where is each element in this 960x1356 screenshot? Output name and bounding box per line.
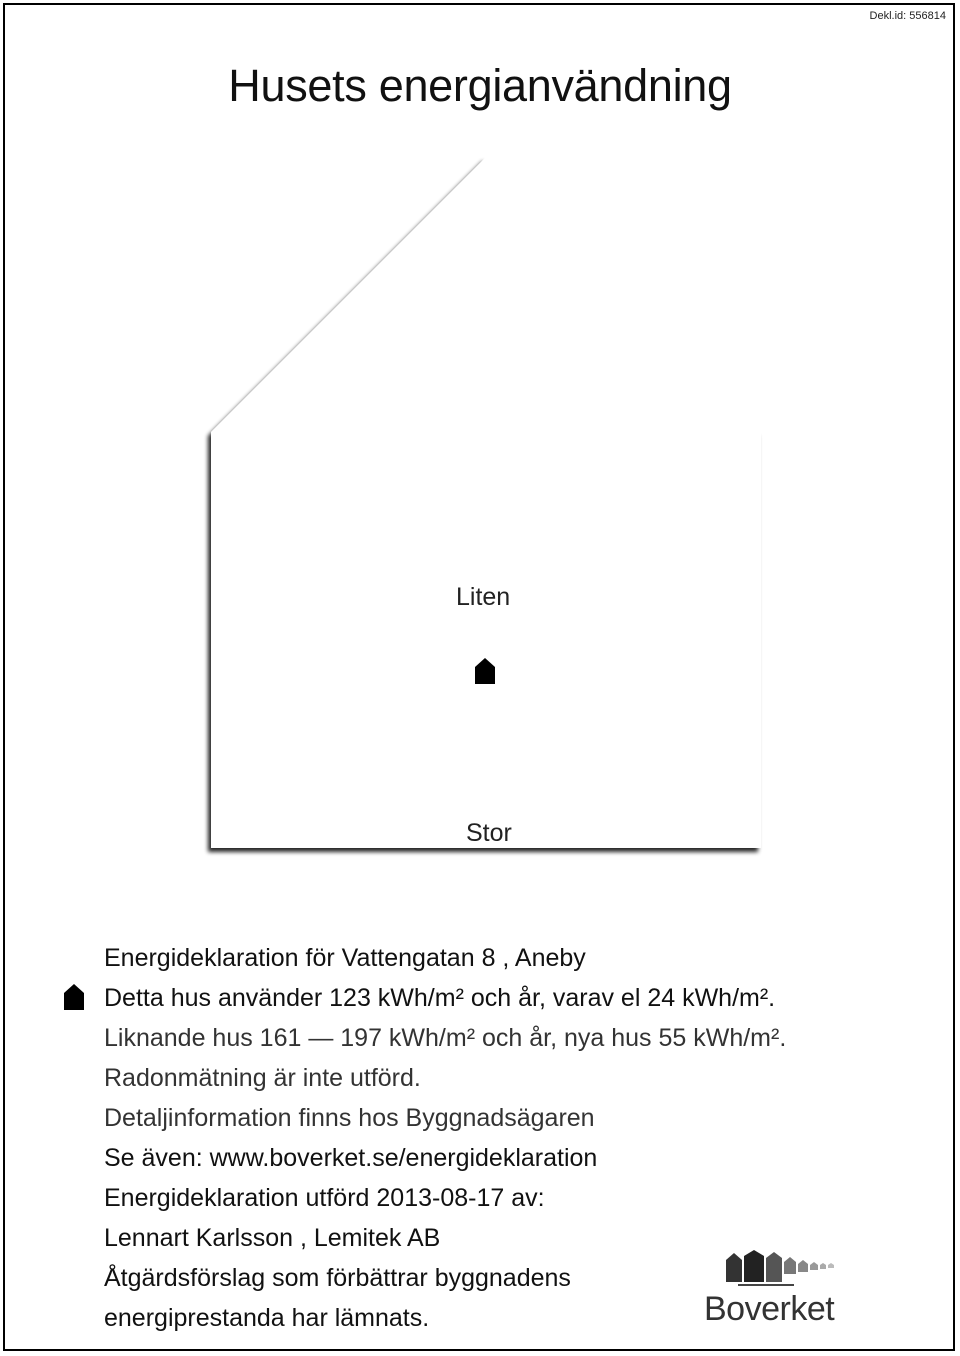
boverket-logo-mark-icon: [704, 1248, 854, 1290]
measures-line-1: Åtgärdsförslag som förbättrar byggnadens: [104, 1264, 571, 1292]
comparison-line: Liknande hus 161 — 197 kWh/m² och år, nya hus 55 kWh/m².: [104, 1024, 787, 1052]
performed-line: Energideklaration utförd 2013-08-17 av:: [104, 1184, 545, 1212]
measures-line-2: energiprestanda har lämnats.: [104, 1304, 430, 1332]
performer-line: Lennart Karlsson , Lemitek AB: [104, 1224, 441, 1252]
declaration-id: Dekl.id: 556814: [869, 10, 946, 22]
house-marker-icon: [64, 984, 84, 1010]
radon-line: Radonmätning är inte utförd.: [104, 1064, 421, 1092]
scale-label-large: Stor: [466, 819, 512, 847]
see-also-line: Se även: www.boverket.se/energideklaration: [104, 1144, 598, 1172]
declaration-info: [104, 938, 786, 1338]
house-marker-icon: [475, 658, 495, 684]
details-line: Detaljinformation finns hos Byggnadsägaren: [104, 1104, 595, 1132]
boverket-logo-text: Boverket: [704, 1290, 835, 1328]
scale-label-small: Liten: [456, 583, 511, 611]
boverket-logo: [704, 1248, 854, 1328]
page-title: Husets energianvändning: [228, 60, 732, 111]
address-line: Energideklaration för Vattengatan 8 , Aneby: [104, 944, 586, 972]
usage-line: Detta hus använder 123 kWh/m² och år, varav el 24 kWh/m².: [104, 984, 776, 1012]
